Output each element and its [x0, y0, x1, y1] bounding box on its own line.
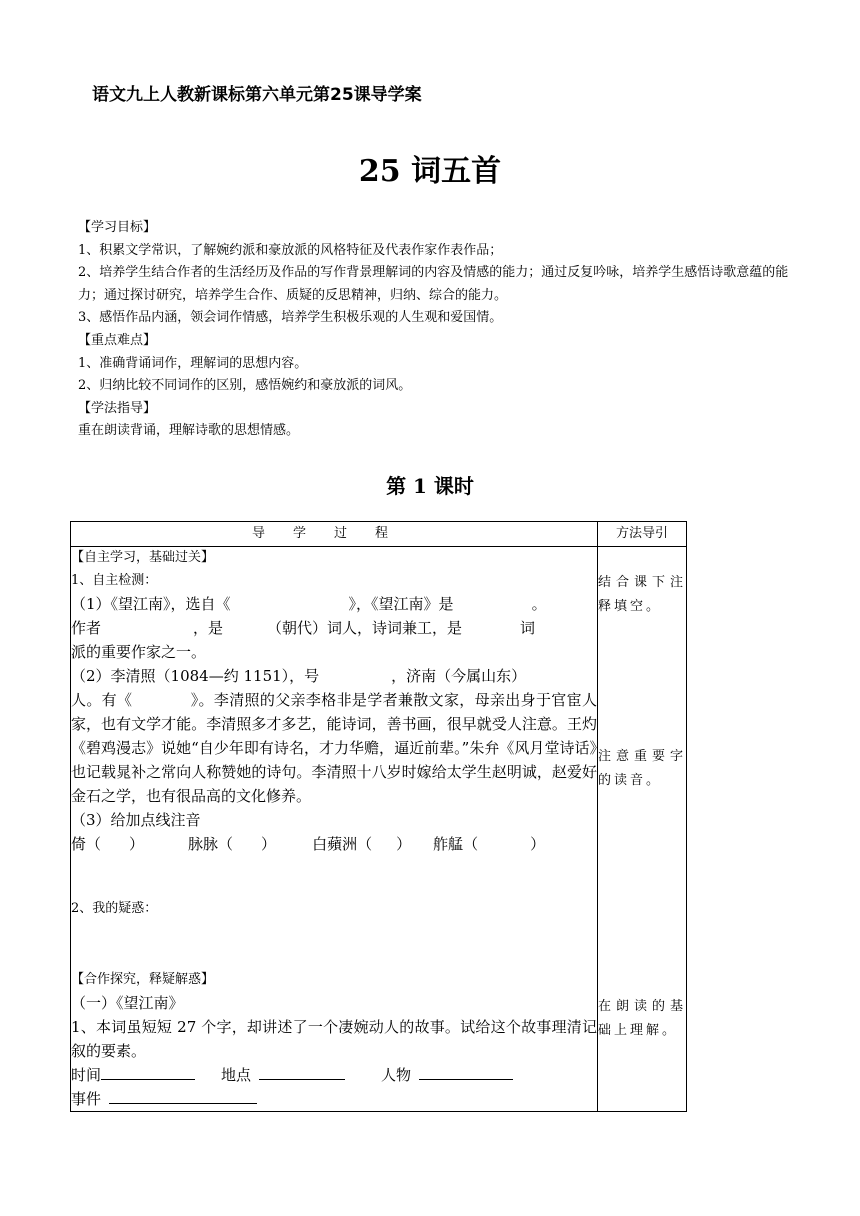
place-label: 地点: [221, 1066, 252, 1084]
question-1-line-3: 派的重要作家之一。: [71, 643, 207, 661]
pinyin-item: 脉脉（: [188, 835, 234, 853]
objective-item: 2、培养学生结合作者的生活经历及作品的写作背景理解词的内容及情感的能力；通过反复吟咏，培养学生感悟诗歌意蕴的能力；通过探讨研究，培养学生合作、质疑的反思精神，归纳、综合的能力。: [78, 265, 789, 303]
lesson-title: 第 1 课时: [386, 474, 474, 498]
q2-text: ，济南（今属山东）: [391, 667, 527, 685]
q2-text: 》。李清照的父亲李格非是学者兼散文家，母亲出身于官宦人家，也有文学才能。李清照多才多艺，能诗词，善书画，很早就受人注意。王灼《碧鸡漫志》说她“自少年即有诗名，才力华赡，逼近前辈。”朱弁《风月堂诗话》也记载晁补之常向人称赞她的诗句。李清照十八岁时嫁给太学生赵明诚，赵爱好金石之学，也有很品高的文化修养。: [71, 691, 597, 805]
question-2-body: [71, 688, 597, 808]
event-blank[interactable]: [109, 1087, 257, 1104]
method-heading: 【学法指导】: [78, 400, 157, 416]
self-study-cell: [71, 547, 598, 1112]
pinyin-item: ）: [129, 835, 145, 853]
objectives-heading: 【学习目标】: [78, 220, 157, 235]
q1-text: 词: [520, 619, 536, 637]
person-label: 人物: [381, 1066, 412, 1084]
section-heading: 【自主学习，基础过关】: [71, 550, 215, 565]
keypoint-item: 1、准确背诵词作，理解词的思想内容。: [78, 355, 308, 371]
person-blank[interactable]: [419, 1063, 513, 1080]
q1-text: ，是: [193, 619, 224, 637]
q1-text: 。: [531, 595, 547, 613]
intro-section: [78, 217, 790, 443]
method-note: 结合课下注释填空。: [598, 575, 686, 614]
method-note: 在朗读的基础上理解。: [598, 999, 686, 1038]
pinyin-item: 白蘋洲（: [312, 835, 373, 853]
event-label: 事件: [71, 1090, 102, 1108]
q2-text: 人。有《: [71, 691, 133, 709]
method-note: 注意重要字的读音。: [598, 749, 686, 788]
coop-question-1: 1、本词虽短短 27 个字，却讲述了一个凄婉动人的故事。试给这个故事理清记叙的要素。: [71, 1018, 597, 1060]
place-blank[interactable]: [259, 1063, 345, 1080]
method-cell: [598, 547, 687, 1112]
time-blank[interactable]: [101, 1063, 195, 1080]
question-label: 1、自主检测：: [71, 572, 158, 588]
q1-text: （朝代）词人，诗词兼工，是: [267, 619, 463, 637]
pinyin-item: 舴艋（: [433, 835, 479, 853]
objective-item: 1、积累文学常识，了解婉约派和豪放派的风格特征及代表作家作表作品；: [78, 242, 503, 258]
column-header-process: 导学过程: [71, 522, 598, 547]
question-2: [71, 664, 597, 688]
keypoint-item: 2、归纳比较不同词作的区别，感悟婉约和豪放派的词风。: [78, 378, 412, 394]
q1-text: 作者: [71, 619, 102, 637]
event-row: [71, 1087, 597, 1111]
q1-text: （1）《望江南》，选自《: [71, 595, 231, 613]
section-heading: 【合作探究，释疑解惑】: [71, 971, 215, 987]
pinyin-row: [71, 832, 597, 856]
pinyin-item: ）: [530, 835, 546, 853]
page-title: 25 词五首: [358, 154, 502, 189]
method-text: 重在朗读背诵，理解诗歌的思想情感。: [78, 423, 300, 439]
objective-item: 3、感悟作品内涵，领会词作情感，培养学生积极乐观的人生观和爱国情。: [78, 310, 503, 326]
document-header: 语文九上人教新课标第六单元第25课导学案: [92, 85, 422, 105]
keypoints-heading: 【重点难点】: [78, 332, 157, 348]
q2-text: （2）李清照（1084—约 1151），号: [71, 667, 320, 685]
doubts-label: 2、我的疑惑：: [71, 901, 158, 916]
question-1: [71, 592, 597, 616]
subsection-title: （一）《望江南》: [71, 994, 184, 1012]
q1-text: 》，《望江南》是: [348, 595, 454, 613]
pinyin-item: ）: [261, 835, 277, 853]
column-header-method: 方法导引: [598, 522, 687, 547]
question-1-line-2: [71, 616, 597, 640]
question-3: （3）给加点线注音: [71, 811, 201, 829]
time-label: 时间: [71, 1066, 102, 1084]
pinyin-item: ）: [396, 835, 412, 853]
elements-row: [71, 1063, 597, 1087]
guide-table: [70, 521, 687, 1112]
pinyin-item: 倚（: [71, 835, 102, 853]
